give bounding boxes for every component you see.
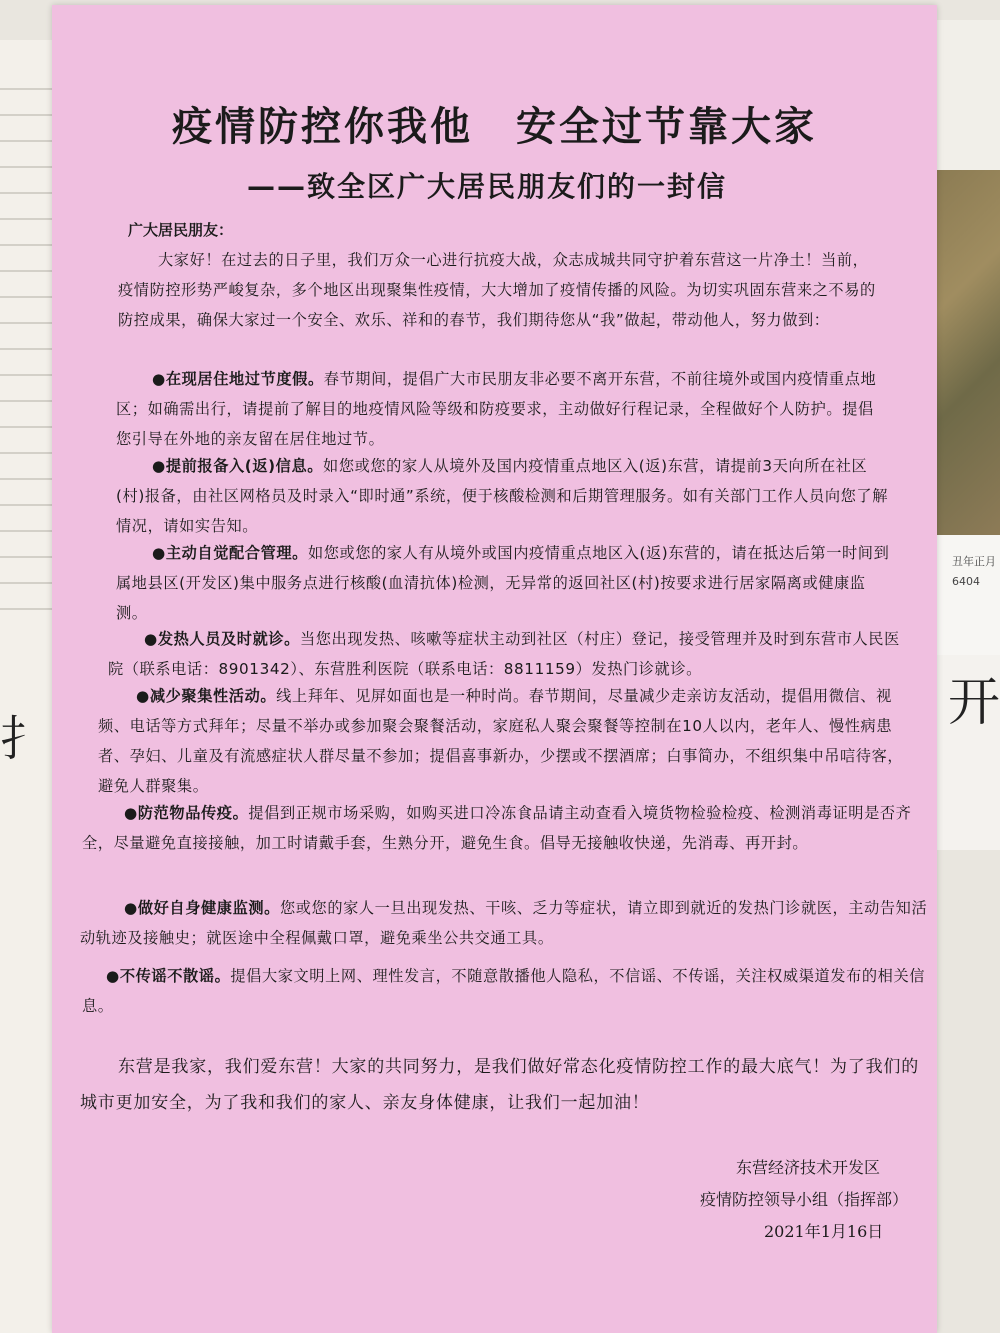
item-paragraph bbox=[116, 364, 886, 454]
item-heading: ●在现居住地过节度假。 bbox=[152, 370, 324, 388]
item-paragraph bbox=[82, 961, 934, 1021]
item-body: 春节期间，提倡广大市民朋友非必要不离开东营，不前往境外或国内疫情重点地区；如确需出行，请提前了解目的地疫情风险等级和防疫要求，主动做好行程记录，全程做好个人防护。提倡您引导在外地的亲友留在居住地过节。 bbox=[116, 370, 877, 448]
item-heading: ●发热人员及时就诊。 bbox=[144, 630, 300, 648]
signature-org-line-1: 东营经济技术开发区 bbox=[736, 1158, 881, 1177]
background-card-text-1: 丑年正月 bbox=[952, 555, 996, 568]
item-body: 线上拜年、见屏如面也是一种时尚。春节期间，尽量减少走亲访友活动，提倡用微信、视频、电话等方式拜年；尽量不举办或参加聚会聚餐活动，家庭私人聚会聚餐等控制在10人以内，老年人、慢性病患者、孕妇、儿童及有流感症状人群尽量不参加；提倡喜事新办，少摆或不摆酒席；白事简办，不组织集中吊唁待客，避免人群聚集。 bbox=[98, 687, 904, 795]
item-body: 当您出现发热、咳嗽等症状主动到社区（村庄）登记，接受管理并及时到东营市人民医院（联系电话：8901342）、东营胜利医院（联系电话：8811159）发热门诊就诊。 bbox=[108, 630, 900, 678]
item-body: 提倡大家文明上网、理性发言，不随意散播他人隐私，不信谣、不传谣，关注权威渠道发布的相关信息。 bbox=[82, 967, 926, 1015]
closing-paragraph: 东营是我家，我们爱东营！大家的共同努力，是我们做好常态化疫情防控工作的最大底气！为了我们的城市更加安全，为了我和我们的家人、亲友身体健康，让我们一起加油！ bbox=[80, 1057, 919, 1113]
signature-date: 2021年1月16日 bbox=[764, 1222, 884, 1241]
letter-title: 疫情防控你我他 安全过节靠大家 bbox=[172, 103, 817, 150]
item-heading: ●减少聚集性活动。 bbox=[136, 687, 277, 705]
letter-sheet bbox=[52, 5, 937, 1333]
background-right-char: 开 bbox=[948, 673, 1000, 733]
background-left-char: 扌 bbox=[0, 711, 49, 767]
item-heading: ●防范物品传疫。 bbox=[124, 804, 249, 822]
background-paper-left-text bbox=[0, 70, 60, 630]
item-heading: ●提前报备入(返)信息。 bbox=[152, 457, 324, 475]
item-body: 提倡到正规市场采购，如购买进口冷冻食品请主动查看入境货物检验检疫、检测消毒证明是否齐全，尽量避免直接接触，加工时请戴手套，生熟分开，避免生食。倡导无接触收快递，先消毒、再开封。 bbox=[82, 804, 912, 852]
intro-paragraph: 大家好！在过去的日子里，我们万众一心进行抗疫大战，众志成城共同守护着东营这一片净土！当前，疫情防控形势严峻复杂，多个地区出现聚集性疫情，大大增加了疫情传播的风险。为切实巩固东营来之不易的防控成果，确保大家过一个安全、欢乐、祥和的春节，我们期待您从“我”做起，带动他人，努力做到： bbox=[118, 251, 876, 329]
item-heading: ●主动自觉配合管理。 bbox=[152, 544, 308, 562]
item-paragraph bbox=[80, 893, 932, 953]
background-card-text-2: 6404 bbox=[952, 575, 980, 588]
item-body: 如您或您的家人有从境外或国内疫情重点地区入(返)东营的，请在抵达后第一时间到属地县区(开发区)集中服务点进行核酸(血清抗体)检测，无异常的返回社区(村)按要求进行居家隔离或健康监测。 bbox=[116, 544, 890, 622]
signature-org-line-2: 疫情防控领导小组（指挥部） bbox=[700, 1190, 909, 1209]
item-body: 如您或您的家人从境外及国内疫情重点地区入(返)东营，请提前3天向所在社区(村)报备，由社区网格员及时录入“即时通”系统，便于核酸检测和后期管理服务。如有关部门工作人员向您了解情况，请如实告知。 bbox=[116, 457, 888, 535]
item-body: 您或您的家人一旦出现发热、干咳、乏力等症状，请立即到就近的发热门诊就医，主动告知活动轨迹及接触史；就医途中全程佩戴口罩，避免乘坐公共交通工具。 bbox=[80, 899, 928, 947]
item-paragraph bbox=[116, 451, 888, 541]
item-heading: ●不传谣不散谣。 bbox=[106, 967, 231, 985]
background-card bbox=[930, 535, 1000, 655]
item-paragraph bbox=[82, 798, 926, 858]
item-heading: ●做好自身健康监测。 bbox=[124, 899, 280, 917]
item-paragraph bbox=[108, 624, 904, 684]
salutation: 广大居民朋友： bbox=[128, 221, 234, 239]
letter-subtitle: ——致全区广大居民朋友们的一封信 bbox=[247, 170, 728, 203]
item-paragraph bbox=[116, 538, 890, 628]
item-paragraph bbox=[98, 681, 918, 801]
